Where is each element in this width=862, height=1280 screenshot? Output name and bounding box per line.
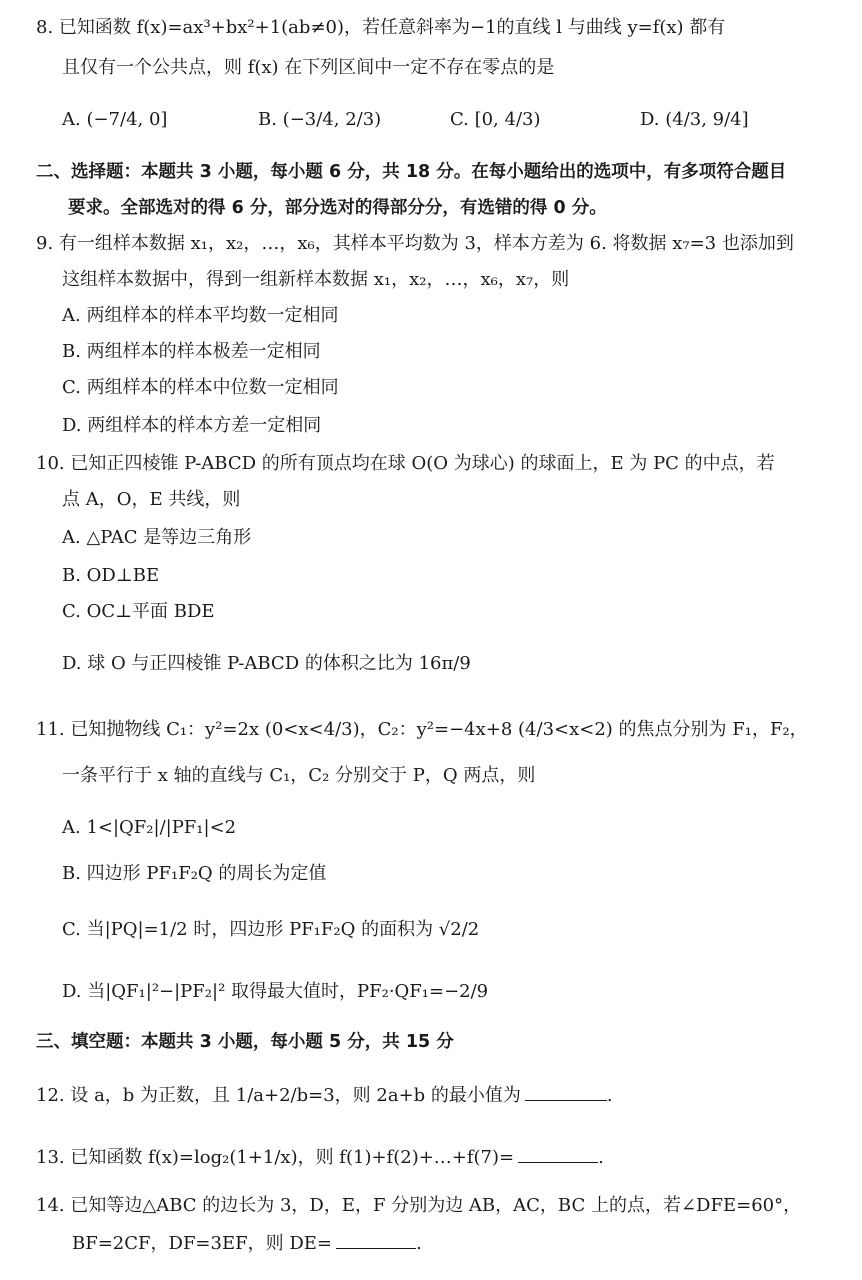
q9-option-c: C. 两组样本的样本中位数一定相同 — [62, 377, 339, 398]
q13-answer-blank — [518, 1144, 598, 1163]
q9-line2: 这组样本数据中，得到一组新样本数据 x₁，x₂，…，x₆，x₇，则 — [62, 269, 570, 290]
q14-line1: 14. 已知等边△ABC 的边长为 3，D，E，F 分别为边 AB，AC，BC 上的点，若∠DFE=60°， — [36, 1195, 802, 1216]
q8-option-c: C. [0, 4/3) — [450, 109, 541, 130]
section2-instructions: 要求。全部选对的得 6 分，部分选对的得部分分，有选错的得 0 分。 — [68, 198, 607, 218]
q9-option-b: B. 两组样本的样本极差一定相同 — [62, 341, 321, 362]
q12-line — [36, 1082, 613, 1108]
q11-option-a: A. 1<|QF₂|/|PF₁|<2 — [62, 817, 237, 838]
q11-option-d: D. 当|QF₁|²−|PF₂|² 取得最大值时，PF₂·QF₁=−2/9 — [62, 981, 489, 1002]
q12-text: 12. 设 a，b 为正数，且 1/a+2/b=3，则 2a+b 的最小值为 — [36, 1085, 521, 1106]
q8-option-b: B. (−3/4, 2/3) — [258, 109, 382, 130]
q8-line1: 8. 已知函数 f(x)=ax³+bx²+1(ab≠0)，若任意斜率为−1的直线 l 与曲线 y=f(x) 都有 — [36, 17, 726, 38]
q8-options — [62, 108, 842, 132]
q9-option-d: D. 两组样本的样本方差一定相同 — [62, 415, 322, 436]
q10-option-a: A. △PAC 是等边三角形 — [62, 527, 252, 548]
q12-answer-blank — [525, 1082, 607, 1101]
section2-heading: 二、选择题：本题共 3 小题，每小题 6 分，共 18 分。在每小题给出的选项中，有多项符合题目 — [36, 162, 787, 182]
q11-option-b: B. 四边形 PF₁F₂Q 的周长为定值 — [62, 863, 327, 884]
q11-line2: 一条平行于 x 轴的直线与 C₁，C₂ 分别交于 P，Q 两点，则 — [62, 765, 536, 786]
q11-option-c: C. 当|PQ|=1/2 时，四边形 PF₁F₂Q 的面积为 √2/2 — [62, 919, 480, 940]
q14-text: BF=2CF，DF=3EF，则 DE= — [72, 1233, 332, 1254]
q10-option-c: C. OC⊥平面 BDE — [62, 601, 215, 622]
q14-period: . — [415, 1233, 422, 1254]
q12-period: . — [606, 1085, 613, 1106]
q9-option-a: A. 两组样本的样本平均数一定相同 — [62, 305, 339, 326]
q11-line1: 11. 已知抛物线 C₁：y²=2x (0<x<4/3)，C₂：y²=−4x+8 (4/3<x<2) 的焦点分别为 F₁，F₂， — [36, 719, 808, 740]
q14-line2 — [72, 1230, 422, 1256]
q9-line1: 9. 有一组样本数据 x₁，x₂，…，x₆，其样本平均数为 3，样本方差为 6. 将数据 x₇=3 也添加到 — [36, 233, 794, 254]
q10-line2: 点 A，O，E 共线，则 — [62, 489, 241, 510]
q8-line2: 且仅有一个公共点，则 f(x) 在下列区间中一定不存在零点的是 — [62, 57, 555, 78]
q8-option-d: D. (4/3, 9/4] — [640, 109, 749, 130]
q10-line1: 10. 已知正四棱锥 P-ABCD 的所有顶点均在球 O(O 为球心) 的球面上，E 为 PC 的中点，若 — [36, 453, 775, 474]
section3-heading: 三、填空题：本题共 3 小题，每小题 5 分，共 15 分 — [36, 1032, 454, 1052]
q8-option-a: A. (−7/4, 0] — [62, 109, 168, 130]
q14-answer-blank — [336, 1230, 416, 1249]
q13-text: 13. 已知函数 f(x)=log₂(1+1/x)，则 f(1)+f(2)+…+f(7)= — [36, 1147, 515, 1168]
q10-option-b: B. OD⊥BE — [62, 565, 160, 586]
q13-period: . — [598, 1147, 604, 1168]
q13-line — [36, 1144, 604, 1170]
q10-option-d: D. 球 O 与正四棱锥 P-ABCD 的体积之比为 16π/9 — [62, 653, 471, 674]
